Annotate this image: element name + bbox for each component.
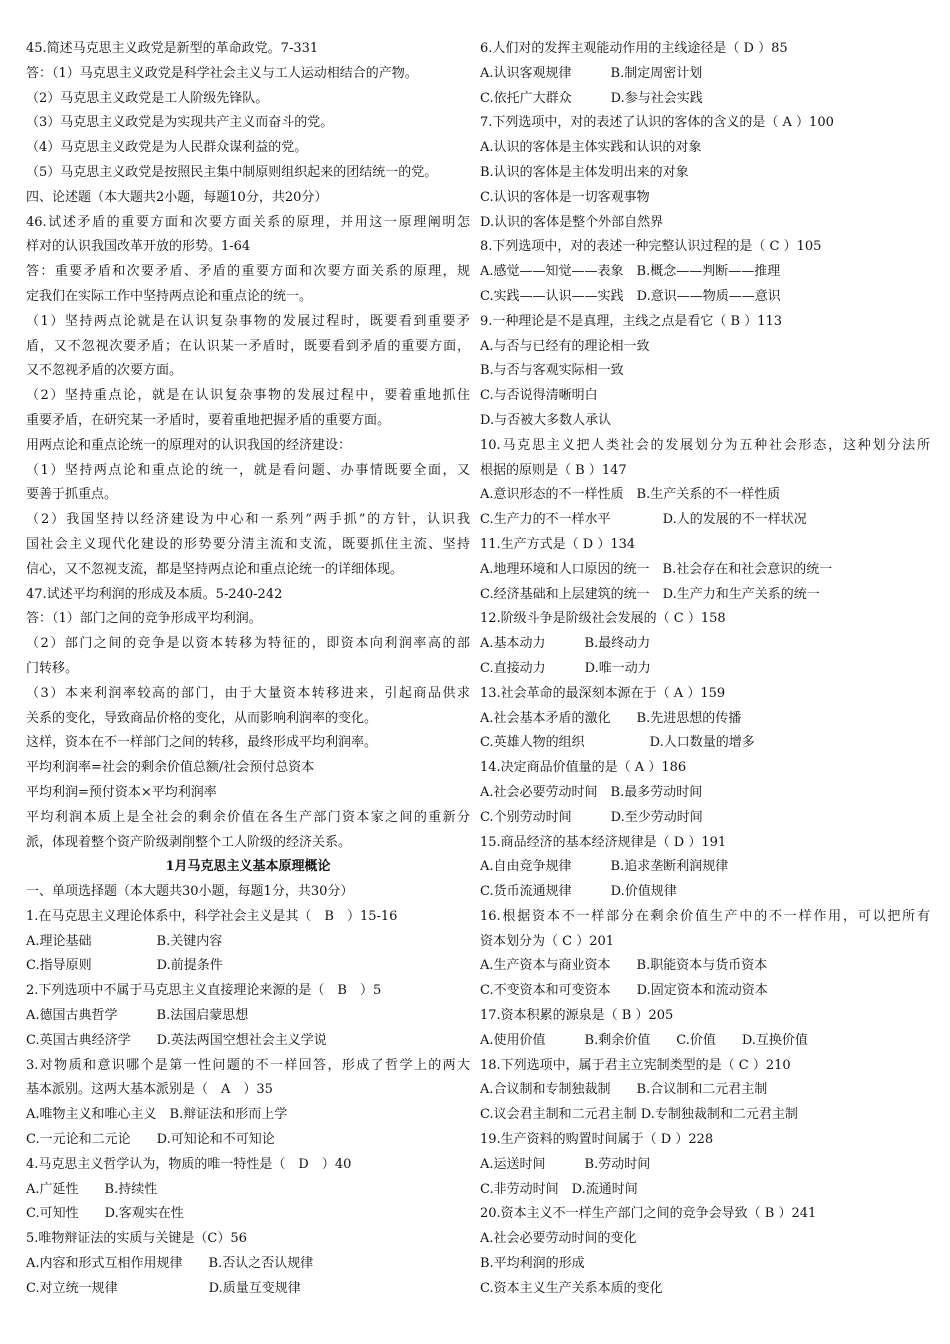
right-text-line: 9.一种理论是不是真理，主线之点是看它（ B ）113 — [480, 313, 783, 329]
right-text-line: A.基本动力 B.最终动力 — [480, 636, 651, 652]
left-text-line: （1）坚持两点论就是在认识复杂事物的发展过程时，既要看到重要矛 — [26, 313, 470, 329]
left-text-line: 盾，又不忽视次要矛盾；在认识某一矛盾时，既要看到矛盾的重要方面， — [26, 338, 470, 354]
right-text-line: A.地理环境和人口原因的统一 B.社会存在和社会意识的统一 — [480, 561, 833, 577]
left-text-line: 3.对物质和意识哪个是第一性问题的不一样回答，形成了哲学上的两大 — [26, 1057, 470, 1073]
left-text-line: 定我们在实际工作中坚持两点论和重点论的统一。 — [26, 288, 313, 304]
left-text-line: C.可知性 D.客观实在性 — [26, 1206, 184, 1222]
left-text-line: 四、论述题（本大题共2小题，每题10分，共20分） — [26, 189, 328, 205]
right-text-line: 12.阶级斗争是阶级社会发展的（ C ）158 — [480, 611, 726, 627]
right-text-line: C.依托广大群众 D.参与社会实践 — [480, 90, 703, 106]
right-text-line: A.社会必要劳动时间的变化 — [480, 1231, 637, 1247]
left-text-line: 样对的认识我国改革开放的形势。1-64 — [26, 239, 251, 255]
right-text-line: C.不变资本和可变资本 D.固定资本和流动资本 — [480, 983, 768, 999]
right-column — [480, 37, 930, 1302]
right-text-line: A.合议制和专制独裁制 B.合议制和二元君主制 — [480, 1082, 768, 1098]
left-text-line: （3）本来利润率较高的部门，由于大量资本转移进来，引起商品供求 — [26, 685, 470, 701]
right-text-line: A.感觉——知觉——表象 B.概念——判断——推理 — [480, 264, 781, 280]
left-text-line: A.唯物主义和唯心主义 B.辩证法和形而上学 — [26, 1107, 288, 1123]
left-text-line: C.一元论和二元论 D.可知论和不可知论 — [26, 1132, 275, 1148]
left-text-line: 国社会主义现代化建设的形势要分清主流和支流，既要抓住主流、坚持 — [26, 536, 470, 552]
left-text-line: （2）部门之间的竞争是以资本转移为特征的，即资本向利润率高的部 — [26, 636, 470, 652]
right-text-line: A.生产资本与商业资本 B.职能资本与货币资本 — [480, 958, 768, 974]
right-text-line: C.生产力的不一样水平 D.人的发展的不一样状况 — [480, 512, 807, 528]
section-title: 1月马克思主义基本原理概论 — [165, 859, 331, 875]
right-text-line: 7.下列选项中，对的表述了认识的客体的含义的是（ A ）100 — [480, 115, 834, 131]
right-text-line: 8.下列选项中，对的表述一种完整认识过程的是（ C ）105 — [480, 239, 822, 255]
right-text-line: B.平均利润的形成 — [480, 1256, 585, 1272]
right-text-line: C.资本主义生产关系本质的变化 — [480, 1280, 663, 1296]
right-text-line: D.与否被大多数人承认 — [480, 412, 612, 428]
right-text-line: 19.生产资料的购置时间属于（ D ）228 — [480, 1132, 714, 1148]
left-text-line: 4.马克思主义哲学认为，物质的唯一特性是（ D ）40 — [26, 1156, 352, 1172]
left-text-line: 门转移。 — [26, 660, 79, 676]
right-text-line: A.认识客观规律 B.制定周密计划 — [480, 65, 703, 81]
right-text-line: B.与否与客观实际相一致 — [480, 363, 624, 379]
right-text-line: C.直接动力 D.唯一动力 — [480, 660, 651, 676]
right-text-line: A.自由竞争规律 B.追求垄断利润规律 — [480, 859, 729, 875]
right-text-line: 6.人们对的发挥主观能动作用的主线途径是（ D ）85 — [480, 41, 788, 56]
left-text-line: 一、单项选择题（本大题共30小题，每题1分，共30分） — [26, 884, 354, 900]
left-text-line: （2）坚持重点论，就是在认识复杂事物的发展过程中，要着重地抓住 — [26, 388, 470, 404]
right-text-line: A.使用价值 B.剩余价值 C.价值 D.互换价值 — [480, 1032, 808, 1048]
right-text-line: 17.资本积累的源泉是（ B ）205 — [480, 1008, 674, 1024]
left-text-line: 46.试述矛盾的重要方面和次要方面关系的原理，并用这一原理阐明怎 — [26, 214, 470, 230]
right-text-line: C.经济基础和上层建筑的统一 D.生产力和生产关系的统一 — [480, 586, 820, 602]
right-text-line: C.认识的客体是一切客观事物 — [480, 189, 650, 205]
left-text-line: 47.试述平均利润的形成及本质。5-240-242 — [26, 586, 283, 602]
left-text-line: 信心，又不忽视支流，都是坚持两点论和重点论统一的详细体现。 — [26, 561, 404, 577]
left-text-line: （4）马克思主义政党是为人民群众谋利益的党。 — [26, 140, 308, 156]
left-text-line: 5.唯物辩证法的实质与关键是（C）56 — [26, 1231, 247, 1247]
right-text-line: 14.决定商品价值量的是（ A ）186 — [480, 760, 687, 776]
left-text-line: 平均利润率=社会的剩余价值总额/社会预付总资本 — [26, 760, 315, 776]
left-text-line: 答：（1）部门之间的竞争形成平均利润。 — [26, 611, 262, 627]
left-text-line: 答：（1）马克思主义政党是科学社会主义与工人运动相结合的产物。 — [26, 65, 418, 81]
left-text-line: 这样，资本在不一样部门之间的转移，最终形成平均利润率。 — [26, 735, 378, 751]
left-text-line: 派，体现着整个资产阶级剥削整个工人阶级的经济关系。 — [26, 834, 352, 850]
left-text-line: A.广延性 B.持续性 — [26, 1181, 158, 1197]
right-text-line: 20.资本主义不一样生产部门之间的竞争会导致（ B ）241 — [480, 1206, 817, 1222]
left-text-line: C.对立统一规律 D.质量互变规律 — [26, 1280, 301, 1296]
right-text-line: 13.社会革命的最深刻本源在于（ A ）159 — [480, 685, 726, 701]
right-text-line: A.社会必要劳动时间 B.最多劳动时间 — [480, 784, 703, 800]
left-text-line: C.英国古典经济学 D.英法两国空想社会主义学说 — [26, 1032, 327, 1048]
left-text-line: 基本派别。这两大基本派别是（ A ）35 — [26, 1082, 273, 1098]
left-text-line: 45.简述马克思主义政党是新型的革命政党。7-331 — [26, 41, 319, 56]
right-text-line: B.认识的客体是主体发明出来的对象 — [480, 164, 689, 180]
right-text-line: C.英雄人物的组织 D.人口数量的增多 — [480, 735, 755, 751]
right-text-line: A.意识形态的不一样性质 B.生产关系的不一样性质 — [480, 487, 781, 503]
left-text-line: 平均利润=预付资本×平均利润率 — [26, 784, 217, 800]
left-text-line: C.指导原则 D.前提条件 — [26, 958, 223, 974]
right-text-line: 10.马克思主义把人类社会的发展划分为五种社会形态，这种划分法所 — [480, 437, 930, 453]
left-text-line: A.内容和形式互相作用规律 B.否认之否认规律 — [26, 1256, 314, 1272]
right-text-line: C.议会君主制和二元君主制 D.专制独裁制和二元君主制 — [480, 1107, 798, 1123]
right-text-line: A.运送时间 B.劳动时间 — [480, 1156, 651, 1172]
right-text-line: 资本划分为（ C ）201 — [480, 933, 615, 949]
left-text-line: 答：重要矛盾和次要矛盾、矛盾的重要方面和次要方面关系的原理，规 — [26, 264, 470, 280]
left-text-line: （5）马克思主义政党是按照民主集中制原则组织起来的团结统一的党。 — [26, 164, 438, 180]
right-text-line: A.与否与已经有的理论相一致 — [480, 338, 650, 354]
left-text-line: （2）马克思主义政党是工人阶级先锋队。 — [26, 90, 269, 106]
left-text-line: 重要矛盾，在研究某一矛盾时，要着重地把握矛盾的重要方面。 — [26, 412, 391, 428]
left-text-line: 2.下列选项中不属于马克思主义直接理论来源的是（ B ）5 — [26, 983, 382, 999]
left-text-line: 又不忽视矛盾的次要方面。 — [26, 363, 183, 379]
left-text-line: 关系的变化，导致商品价格的变化，从而影响利润率的变化。 — [26, 710, 378, 726]
right-text-line: 16.根据资本不一样部分在剩余价值生产中的不一样作用，可以把所有 — [480, 908, 930, 924]
left-text-line: （3）马克思主义政党是为实现共产主义而奋斗的党。 — [26, 115, 334, 131]
right-text-line: C.实践——认识——实践 D.意识——物质——意识 — [480, 288, 781, 304]
left-text-line: A.德国古典哲学 B.法国启蒙思想 — [26, 1008, 249, 1024]
left-text-line: 平均利润本质上是全社会的剩余价值在各生产部门资本家之间的重新分 — [26, 809, 470, 825]
left-column — [26, 37, 470, 1302]
left-text-line: （1）坚持两点论和重点论的统一，就是看问题、办事情既要全面，又 — [26, 462, 470, 478]
left-text-line: A.理论基础 B.关键内容 — [26, 933, 223, 949]
left-text-line: 要善于抓重点。 — [26, 487, 118, 503]
right-text-line: C.个别劳动时间 D.至少劳动时间 — [480, 809, 703, 825]
right-text-line: 11.生产方式是（ D ）134 — [480, 536, 636, 552]
left-text-line: 1.在马克思主义理论体系中，科学社会主义是其（ B ）15-16 — [26, 908, 398, 924]
right-text-line: 根据的原则是（ B ）147 — [480, 462, 627, 478]
right-text-line: C.非劳动时间 D.流通时间 — [480, 1181, 638, 1197]
right-text-line: C.货币流通规律 D.价值规律 — [480, 884, 677, 900]
right-text-line: A.社会基本矛盾的激化 B.先进思想的传播 — [480, 710, 742, 726]
right-text-line: A.认识的客体是主体实践和认识的对象 — [480, 140, 702, 156]
right-text-line: 15.商品经济的基本经济规律是（ D ）191 — [480, 834, 727, 850]
right-text-line: C.与否说得清晰明白 — [480, 388, 598, 404]
right-text-line: 18.下列选项中，属于君主立宪制类型的是（ C ）210 — [480, 1057, 791, 1073]
left-text-line: 用两点论和重点论统一的原理对的认识我国的经济建设： — [26, 437, 352, 453]
right-text-line: D.认识的客体是整个外部自然界 — [480, 214, 664, 230]
left-text-line: （2）我国坚持以经济建设为中心和一系列“两手抓”的方针，认识我 — [26, 512, 470, 528]
